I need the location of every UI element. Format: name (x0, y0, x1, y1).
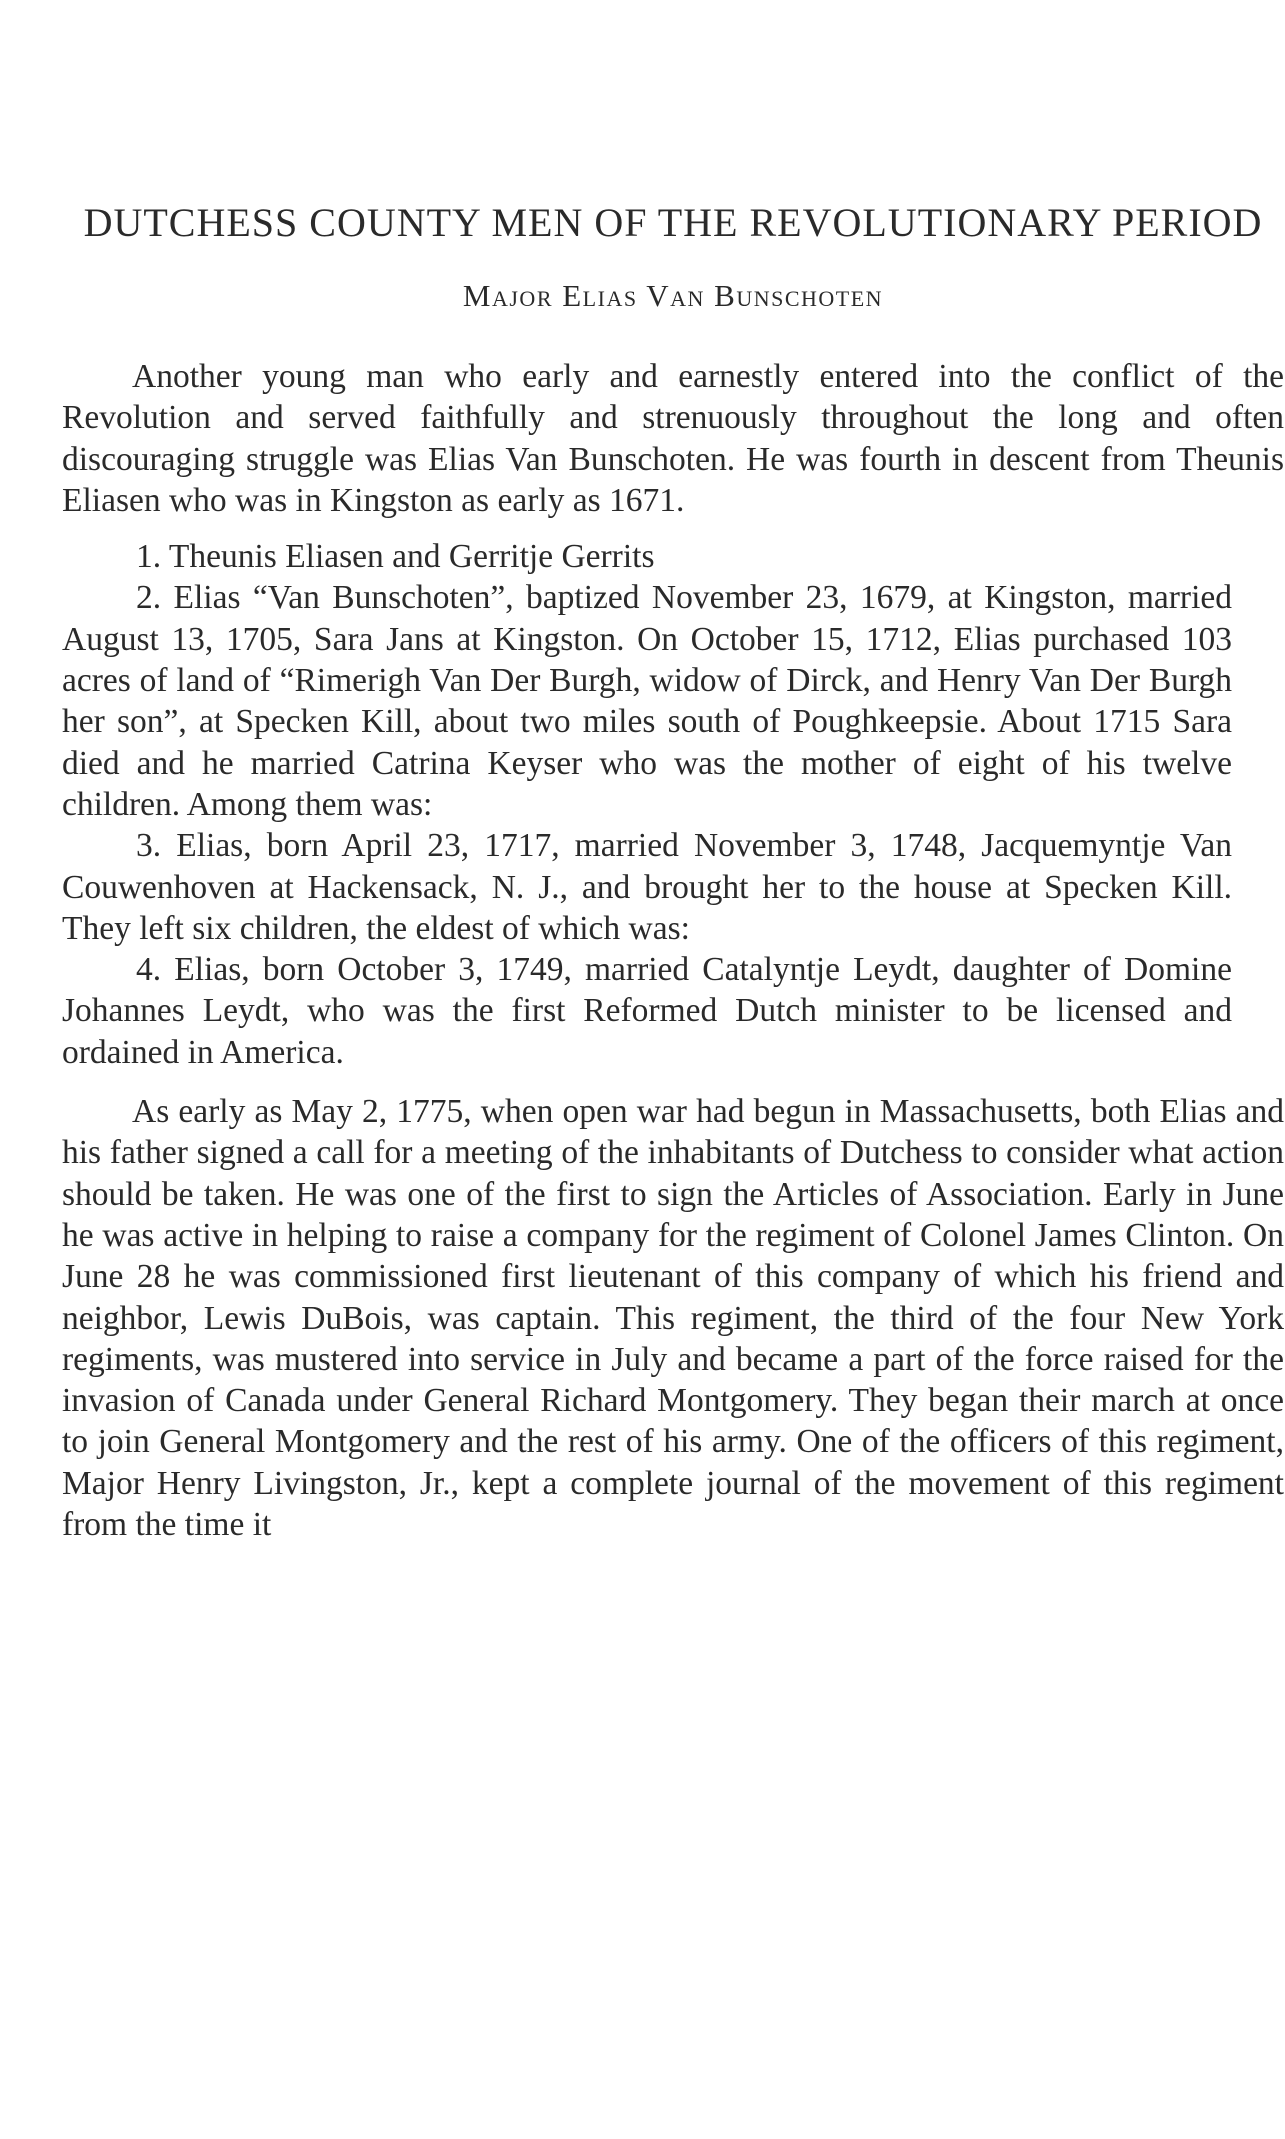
intro-paragraph: Another young man who early and earnestly entered into the conflict of the Revolution and served faithfully and strenuously throughout the long and often discouraging struggle was Elias Van Bunschoten. He was fourth in descent from Theunis Eliasen who was in Kingston as early as 1671. (62, 358, 1284, 519)
document-page (62, 200, 1284, 1545)
genealogy-item-1: 1. Theunis Eliasen and Gerritje Gerrits (136, 538, 655, 576)
document-title: DUTCHESS COUNTY MEN OF THE REVOLUTIONARY PERIOD (83, 200, 1263, 245)
body-paragraph: As early as May 2, 1775, when open war had begun in Massachusetts, both Elias and his father signed a call for a meeting of the inhabitants of Dutchess to consider what action should be taken. He was one of the first to sign the Articles of Association. Early in June he was active in helping to raise a company for the regiment of Colonel James Clinton. On June 28 he was commissioned first lieutenant of this company of which his friend and neighbor, Lewis DuBois, was captain. This regiment, the third of the four New York regiments, was mustered into service in July and became a part of the force raised for the invasion of Canada under General Richard Montgomery. They began their march at once to join General Montgomery and the rest of his army. One of the officers of this regiment, Major Henry Livingston, Jr., kept a complete journal of the movement of this regiment from the time it (62, 1093, 1284, 1544)
genealogy-list (62, 536, 1284, 1073)
genealogy-item-3: 3. Elias, born April 23, 1717, married November 3, 1748, Jacquemyntje Van Couwenhoven at Hackensack, N. J., and brought her to the house at Specken Kill. They left six children, the eldest of which was: (62, 827, 1232, 947)
document-subtitle: Major Elias Van Bunschoten (462, 278, 884, 313)
genealogy-item-4: 4. Elias, born October 3, 1749, married Catalyntje Leydt, daughter of Domine Johannes Leydt, who was the first Reformed Dutch minister to be licensed and ordained in America. (62, 951, 1232, 1071)
genealogy-item-2: 2. Elias “Van Bunschoten”, baptized November 23, 1679, at Kingston, married August 13, 1705, Sara Jans at Kingston. On October 15, 1712, Elias purchased 103 acres of land of “Rimerigh Van Der Burgh, widow of Dirck, and Henry Van Der Burgh her son”, at Specken Kill, about two miles south of Poughkeepsie. About 1715 Sara died and he married Catrina Keyser who was the mother of eight of his twelve children. Among them was: (62, 579, 1232, 823)
